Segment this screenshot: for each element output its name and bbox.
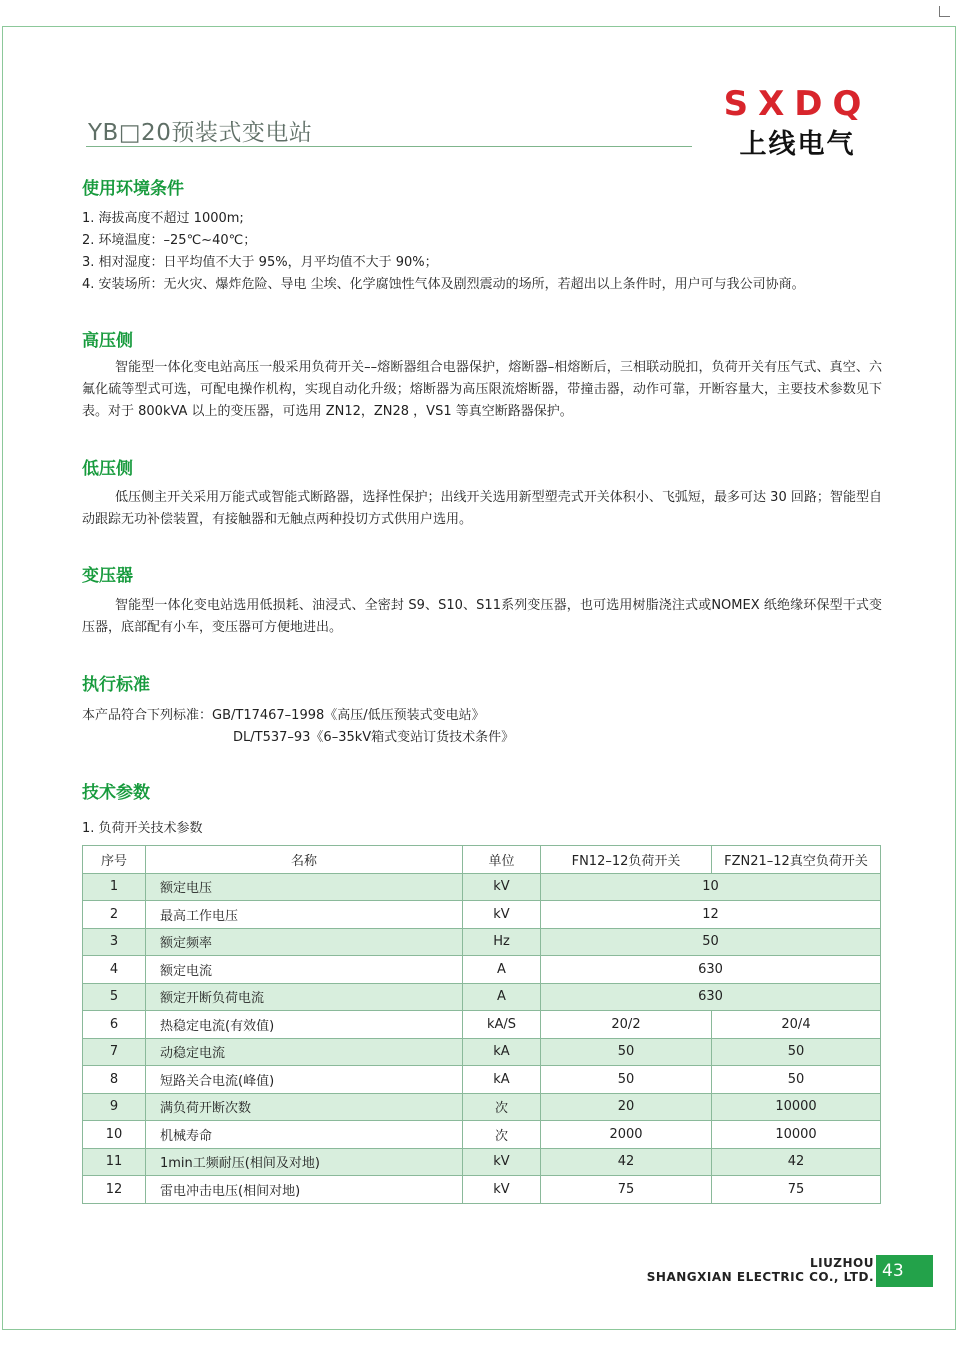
cell-fn12: 42: [541, 1148, 712, 1176]
page-title: YB□20预装式变电站: [88, 120, 313, 146]
cell-no: 8: [83, 1066, 146, 1094]
environment-item: 2. 环境温度：–25℃~40℃；: [82, 233, 257, 248]
company-logo: [715, 84, 880, 160]
low-voltage-paragraph: 低压侧主开关采用万能式或智能式断路器，选择性保护；出线开关选用新型塑壳式开关体积小、飞弧短，最多可达 30 回路；智能型自动跟踪无功补偿装置，有接触器和无触点两种投切方式供用户选用。: [82, 490, 882, 527]
section-title-standards: 执行标准: [82, 675, 150, 695]
table-row: [83, 873, 881, 901]
table-row: [83, 1121, 881, 1149]
cell-name: 额定频率: [146, 928, 463, 956]
cell-unit: A: [463, 983, 541, 1011]
cell-no: 12: [83, 1176, 146, 1204]
cell-fzn21: 75: [712, 1176, 881, 1204]
cell-no: 6: [83, 1011, 146, 1039]
environment-item: 4. 安装场所：无火灾、爆炸危险、导电 尘埃、化学腐蚀性气体及剧烈震动的场所，若超出以上条件时，用户可与我公司协商。: [82, 277, 805, 292]
cell-fzn21: 50: [712, 1038, 881, 1066]
cell-fn12: 50: [541, 1066, 712, 1094]
cell-unit: kV: [463, 1176, 541, 1204]
cell-name: 机械寿命: [146, 1121, 463, 1149]
cell-no: 10: [83, 1121, 146, 1149]
cell-name: 额定开断负荷电流: [146, 983, 463, 1011]
environment-list: [82, 208, 882, 296]
environment-item: 3. 相对湿度：日平均值不大于 95%，月平均值不大于 90%；: [82, 255, 438, 270]
cell-name: 额定电压: [146, 873, 463, 901]
cell-no: 11: [83, 1148, 146, 1176]
cell-unit: 次: [463, 1121, 541, 1149]
table-header-row: [83, 846, 881, 874]
cell-name: 雷电冲击电压(相间对地): [146, 1176, 463, 1204]
footer-city: LIUZHOU: [809, 1256, 874, 1270]
footer-company: [647, 1256, 874, 1284]
section-title-high-voltage: 高压侧: [82, 331, 133, 351]
cell-unit: Hz: [463, 928, 541, 956]
standard-line-1: 本产品符合下列标准：GB/T17467–1998《高压/低压预装式变电站》: [82, 708, 485, 723]
cell-name: 1min工频耐压(相间及对地): [146, 1148, 463, 1176]
cell-no: 1: [83, 873, 146, 901]
header-name: 名称: [146, 846, 463, 874]
transformer-paragraph: 智能型一体化变电站选用低损耗、油浸式、全密封 S9、S10、S11系列变压器，也可选用树脂浇注式或NOMEX 纸绝缘环保型干式变压器，底部配有小车，变压器可方便地进出。: [82, 598, 882, 635]
table-row: [83, 928, 881, 956]
cell-unit: kA/S: [463, 1011, 541, 1039]
cell-fn12: 75: [541, 1176, 712, 1204]
crop-mark: [939, 6, 950, 17]
logo-text-en: SXDQ: [723, 84, 872, 124]
cell-fn12: 20: [541, 1093, 712, 1121]
cell-name: 额定电流: [146, 956, 463, 984]
cell-no: 2: [83, 901, 146, 929]
high-voltage-paragraph: 智能型一体化变电站高压一般采用负荷开关––熔断器组合电器保护，熔断器–相熔断后，三相联动脱扣，负荷开关有压气式、真空、六氟化硫等型式可选，可配电操作机构，实现自动化升级；熔断器为高压限流熔断器，带撞击器，动作可靠，开断容量大，主要技术参数见下表。对于 800kVA 以上的变压器，可选用 ZN12，ZN28 ，VS1 等真空断路器保护。: [82, 360, 882, 419]
cell-name: 满负荷开断次数: [146, 1093, 463, 1121]
cell-unit: kV: [463, 873, 541, 901]
cell-value-merged: 630: [541, 956, 881, 984]
cell-fzn21: 10000: [712, 1121, 881, 1149]
cell-fzn21: 20/4: [712, 1011, 881, 1039]
cell-value-merged: 10: [541, 873, 881, 901]
page-number: 43: [876, 1255, 933, 1287]
cell-unit: kV: [463, 1148, 541, 1176]
cell-no: 9: [83, 1093, 146, 1121]
title-underline: [86, 146, 692, 147]
cell-value-merged: 12: [541, 901, 881, 929]
section-title-transformer: 变压器: [82, 566, 133, 586]
table-row: [83, 1093, 881, 1121]
table-row: [83, 983, 881, 1011]
cell-unit: kV: [463, 901, 541, 929]
table-row: [83, 1176, 881, 1204]
environment-item: 1. 海拔高度不超过 1000m;: [82, 211, 244, 226]
section-title-environment: 使用环境条件: [82, 179, 184, 199]
table-row: [83, 901, 881, 929]
header-fn12: FN12–12负荷开关: [541, 846, 712, 874]
logo-text-cn: 上线电气: [739, 129, 856, 160]
section-title-low-voltage: 低压侧: [82, 459, 133, 479]
cell-no: 7: [83, 1038, 146, 1066]
cell-fzn21: 50: [712, 1066, 881, 1094]
header-unit: 单位: [463, 846, 541, 874]
cell-fn12: 2000: [541, 1121, 712, 1149]
table-row: [83, 1011, 881, 1039]
cell-unit: 次: [463, 1093, 541, 1121]
cell-name: 最高工作电压: [146, 901, 463, 929]
cell-name: 动稳定电流: [146, 1038, 463, 1066]
cell-name: 短路关合电流(峰值): [146, 1066, 463, 1094]
cell-unit: kA: [463, 1038, 541, 1066]
standard-line-2: DL/T537–93《6–35kV箱式变站订货技术条件》: [233, 730, 515, 745]
cell-no: 5: [83, 983, 146, 1011]
load-switch-spec-table: [82, 845, 881, 1204]
cell-name: 热稳定电流(有效值): [146, 1011, 463, 1039]
table-caption: 1. 负荷开关技术参数: [82, 821, 203, 836]
table-row: [83, 1066, 881, 1094]
cell-fn12: 50: [541, 1038, 712, 1066]
section-title-parameters: 技术参数: [82, 783, 150, 803]
table-row: [83, 956, 881, 984]
cell-value-merged: 630: [541, 983, 881, 1011]
cell-unit: A: [463, 956, 541, 984]
standards-block: [82, 705, 882, 749]
cell-fn12: 20/2: [541, 1011, 712, 1039]
footer-company-name: SHANGXIAN ELECTRIC CO., LTD.: [646, 1270, 874, 1284]
table-row: [83, 1038, 881, 1066]
cell-value-merged: 50: [541, 928, 881, 956]
cell-no: 3: [83, 928, 146, 956]
header-fzn21: FZN21–12真空负荷开关: [712, 846, 881, 874]
table-row: [83, 1148, 881, 1176]
cell-fzn21: 42: [712, 1148, 881, 1176]
cell-unit: kA: [463, 1066, 541, 1094]
header-no: 序号: [83, 846, 146, 874]
cell-no: 4: [83, 956, 146, 984]
cell-fzn21: 10000: [712, 1093, 881, 1121]
